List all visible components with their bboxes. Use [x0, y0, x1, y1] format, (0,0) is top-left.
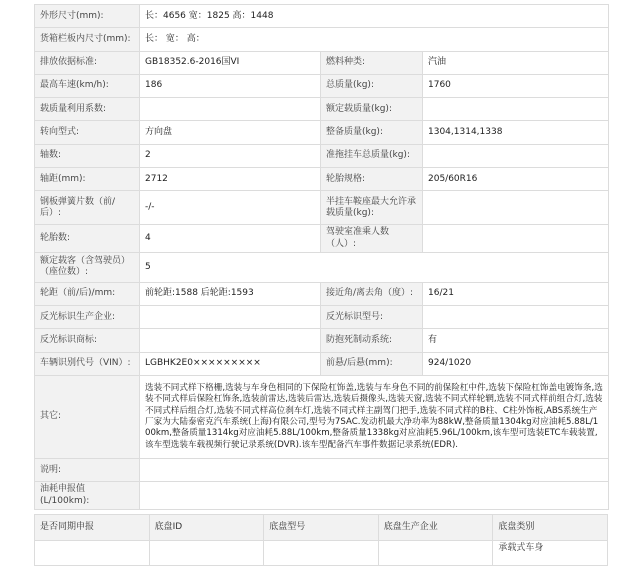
table-row [35, 329, 609, 352]
spec-label: 整备质量(kg): [321, 121, 423, 144]
spec-value [423, 98, 609, 121]
spec-label: 额定载质量(kg): [321, 98, 423, 121]
spec-label: 准拖挂车总质量(kg): [321, 144, 423, 167]
table-row [35, 252, 609, 282]
spec-label: 总质量(kg): [321, 74, 423, 97]
spec-value: 前轮距:1588 后轮距:1593 [140, 282, 321, 305]
table-row [35, 51, 609, 74]
spec-value: GB18352.6-2016国VI [140, 51, 321, 74]
spec-value: 有 [423, 329, 609, 352]
column-header: 是否同期申报 [35, 515, 150, 541]
chassis-table [34, 514, 608, 566]
spec-label: 说明: [35, 459, 140, 482]
spec-label: 外形尺寸(mm): [35, 5, 140, 28]
spec-value-notes: 选装不同式样下格栅,选装与车身色相同的下保险杠饰盖,选装与车身色不同的前保险杠中件,选装下保险杠饰盖电镀饰条,选装不同式样后保险杠饰条,选装前雷达,选装后雷达,选装后摄像头,选装天窗,选装不同式样轮辋,选装不同式样前组合灯,选装不同式样后组合灯,选装不同式样高位刹车灯,选装不同式样主副驾门把手,选装不同式样的B柱、C柱外饰板,ABS系统生产厂家为大陆泰密克汽车系统(上海)有限公司,型号为7SAC.发动机最大净功率为88kW,整备质量1304kg对应油耗5.88L/100km,整备质量1314kg对应油耗5.88L/100km,整备质量1338kg对应油耗5.96L/100km,该车型可选装ETC车载装置,该车型选装车载视频行驶记录系统(DVR).该车型配备汽车事件数据记录系统(EDR). [140, 376, 609, 459]
table-row [35, 306, 609, 329]
spec-label: 其它: [35, 376, 140, 459]
spec-value: 汽油 [423, 51, 609, 74]
spec-value [140, 459, 609, 482]
spec-label: 轮胎规格: [321, 168, 423, 191]
spec-label: 额定载客（含驾驶员）（座位数）: [35, 252, 140, 282]
spec-label: 最高车速(km/h): [35, 74, 140, 97]
table-row [35, 5, 609, 28]
spec-label: 钢板弹簧片数（前/后）: [35, 191, 140, 225]
spec-value [140, 98, 321, 121]
table-row [35, 225, 609, 253]
spec-value: 924/1020 [423, 352, 609, 375]
table-cell [149, 541, 264, 566]
spec-label: 燃料种类: [321, 51, 423, 74]
spec-value: 205/60R16 [423, 168, 609, 191]
table-row [35, 352, 609, 375]
table-row [35, 376, 609, 459]
table-row [35, 482, 609, 510]
spec-value: 1760 [423, 74, 609, 97]
spec-value: 方向盘 [140, 121, 321, 144]
spec-value: 186 [140, 74, 321, 97]
table-cell: 承载式车身 [493, 541, 608, 566]
table-header-row [35, 515, 608, 541]
spec-label: 油耗申报值(L/100km): [35, 482, 140, 510]
spec-value: 16/21 [423, 282, 609, 305]
spec-value: 长：4656 宽：1825 高：1448 [140, 5, 609, 28]
spec-value [423, 306, 609, 329]
column-header: 底盘ID [149, 515, 264, 541]
table-row [35, 541, 608, 566]
column-header: 底盘生产企业 [378, 515, 493, 541]
spec-label: 排放依据标准: [35, 51, 140, 74]
table-row [35, 168, 609, 191]
table-row [35, 191, 609, 225]
table-row [35, 282, 609, 305]
spec-value: 1304,1314,1338 [423, 121, 609, 144]
table-cell [35, 541, 150, 566]
spec-value: 4 [140, 225, 321, 253]
spec-value: -/- [140, 191, 321, 225]
table-row [35, 459, 609, 482]
spec-label: 驾驶室准乘人数（人）: [321, 225, 423, 253]
table-row [35, 74, 609, 97]
spec-label: 前悬/后悬(mm): [321, 352, 423, 375]
spec-value [423, 191, 609, 225]
spec-value [140, 306, 321, 329]
spec-value [423, 225, 609, 253]
spec-value: 5 [140, 252, 609, 282]
table-row [35, 144, 609, 167]
spec-value [423, 144, 609, 167]
spec-value: 2712 [140, 168, 321, 191]
spec-label: 反光标识商标: [35, 329, 140, 352]
spec-value: 长： 宽： 高： [140, 28, 609, 51]
spec-label: 转向型式: [35, 121, 140, 144]
spec-label: 半挂车鞍座最大允许承载质量(kg): [321, 191, 423, 225]
spec-value [140, 329, 321, 352]
spec-label: 反光标识型号: [321, 306, 423, 329]
spec-value: 2 [140, 144, 321, 167]
table-row [35, 28, 609, 51]
column-header: 底盘类别 [493, 515, 608, 541]
spec-label: 反光标识生产企业: [35, 306, 140, 329]
table-row [35, 98, 609, 121]
spec-label: 货箱栏板内尺寸(mm): [35, 28, 140, 51]
spec-value [140, 482, 609, 510]
table-cell [378, 541, 493, 566]
spec-label: 车辆识别代号（VIN）: [35, 352, 140, 375]
column-header: 底盘型号 [264, 515, 379, 541]
table-cell [264, 541, 379, 566]
spec-label: 轴距(mm): [35, 168, 140, 191]
spec-label: 接近角/离去角（度）: [321, 282, 423, 305]
spec-label: 轴数: [35, 144, 140, 167]
vehicle-spec-table [34, 4, 609, 510]
spec-label: 轮胎数: [35, 225, 140, 253]
spec-label: 轮距（前/后)/mm: [35, 282, 140, 305]
spec-value: LGBHK2E0××××××××× [140, 352, 321, 375]
spec-label: 载质量利用系数: [35, 98, 140, 121]
table-row [35, 121, 609, 144]
spec-label: 防抱死制动系统: [321, 329, 423, 352]
